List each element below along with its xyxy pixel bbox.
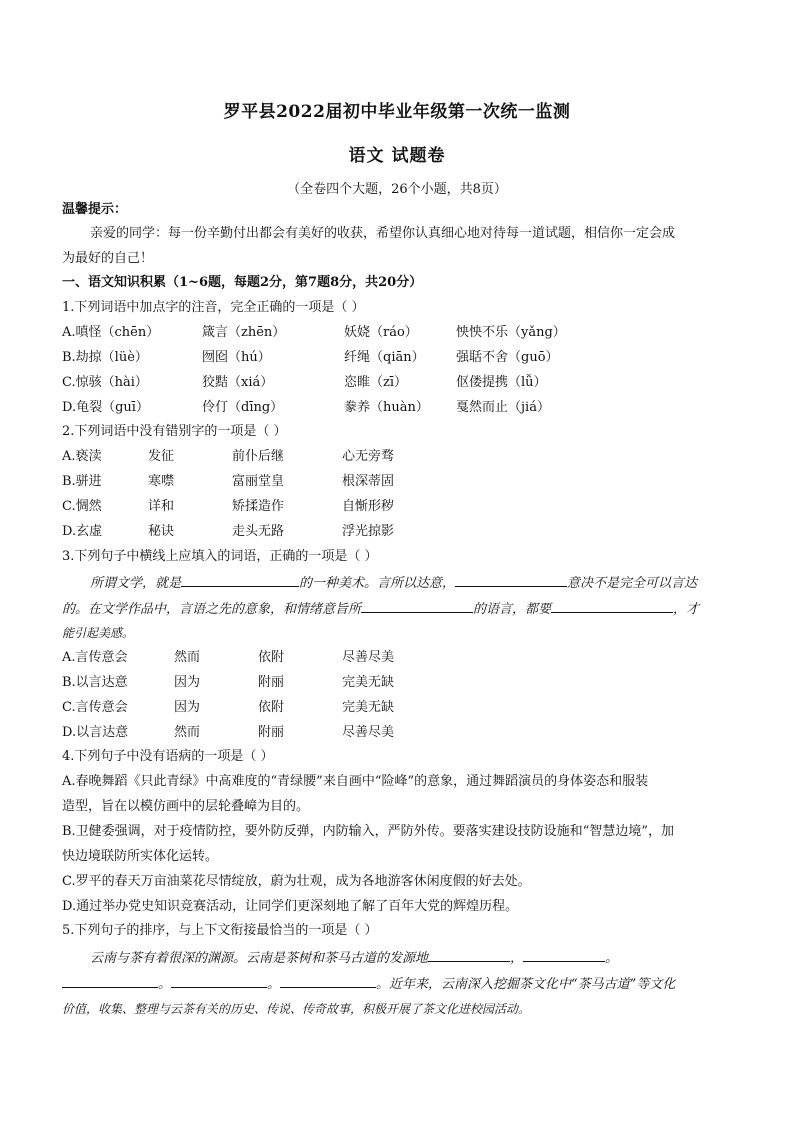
q3-passage-line-3: 能引起美感。 (62, 626, 135, 640)
q3-option-row (62, 674, 762, 692)
q1-option-cell: A.嗔怪（chēn） (62, 325, 160, 340)
q3-option-cell: C.言传意会 (62, 700, 128, 715)
q2-option-cell: 富丽堂皇 (232, 474, 285, 489)
q2-option-cell: 矫揉造作 (232, 499, 285, 514)
q3-stem: 3.下列句子中横线上应填入的词语，正确的一项是（ ） (62, 549, 378, 564)
section-1-heading: 一、语文知识积累（1~6题，每题2分，第7题8分，共20分） (62, 275, 423, 290)
q3-option-row (62, 699, 762, 717)
q5-stem: 5.下列句子的排序，与上下文衔接最恰当的一项是（ ） (62, 923, 378, 938)
q1-option-cell: 怏怏不乐（yǎng） (456, 325, 566, 340)
q3-option-cell: 依附 (258, 700, 285, 715)
q2-option-row (62, 473, 762, 491)
q2-option-cell: 走头无路 (232, 524, 285, 539)
q3-passage-line-1: 所谓文学，就是 的一种美术。言所以达意， 意决不是完全可以言达 (90, 573, 734, 593)
q2-option-cell: 前仆后继 (232, 449, 285, 464)
q3-option-cell: 尽善尽美 (342, 725, 395, 740)
q1-option-cell: 狡黠（xiá） (202, 375, 274, 390)
blank-5c[interactable] (62, 974, 158, 988)
q3-option-row (62, 724, 762, 742)
q1-option-cell: 强聒不舍（guō） (456, 350, 559, 365)
q4-option-d: D.通过举办党史知识竞赛活动，让同学们更深刻地了解了百年大党的辉煌历程。 (62, 899, 519, 914)
q2-option-cell: 发征 (148, 449, 175, 464)
q2-option-row (62, 523, 762, 541)
q4-option-c: C.罗平的春天万亩油菜花尽情绽放，蔚为壮观，成为各地游客休闲度假的好去处。 (62, 874, 531, 889)
q3-option-cell: B.以言达意 (62, 675, 128, 690)
q1-option-cell: 伶仃（dīng） (202, 400, 284, 415)
q1-option-cell: 豢养（huàn） (344, 400, 429, 415)
q4-option-a-line-1: A.春晚舞蹈《只此青绿》中高难度的“青绿腰”来自画中“险峰”的意象，通过舞蹈演员的身体姿态和服装 (62, 774, 649, 789)
q3-option-cell: 完美无缺 (342, 675, 395, 690)
q3-option-cell: 然而 (174, 725, 201, 740)
q2-option-cell: D.玄虚 (62, 524, 103, 539)
q2-option-cell: 详和 (148, 499, 175, 514)
q1-option-cell: 恣睢（zī） (344, 375, 408, 390)
q3-option-cell: 尽善尽美 (342, 650, 395, 665)
page-title: 罗平县2022届初中毕业年级第一次统一监测 (223, 102, 571, 122)
q4-option-b-line-1: B.卫健委强调，对于疫情防控，要外防反弹，内防输入，严防外传。要落实建设技防设施和“智慧边境”，加 (62, 824, 674, 839)
q2-option-cell: A.亵渎 (62, 449, 102, 464)
blank-4[interactable] (551, 599, 673, 613)
q1-option-cell: B.劫掠（lüè） (62, 350, 148, 365)
q1-option-cell: 箴言（zhēn） (202, 325, 286, 340)
q3-option-cell: 附丽 (258, 675, 285, 690)
q5-passage-line-1: 云南与茶有着很深的渊源。云南是茶树和茶马古道的发源地 ， 。 (90, 948, 734, 968)
blank-5b[interactable] (523, 948, 605, 962)
q1-option-row (62, 399, 762, 417)
q4-option-a-line-2: 造型，旨在以模仿画中的层轮叠嶂为目的。 (62, 799, 310, 814)
q2-option-cell: 寒噤 (148, 474, 175, 489)
blank-2[interactable] (455, 573, 567, 587)
q2-option-cell: B.骈进 (62, 474, 102, 489)
q2-option-cell: 浮光掠影 (342, 524, 395, 539)
blank-5e[interactable] (280, 974, 376, 988)
q4-option-b-line-2: 快边境联防所实体化运转。 (62, 849, 219, 864)
q3-option-cell: 因为 (174, 675, 201, 690)
exam-note: （全卷四个大题，26个小题，共8页） (287, 182, 507, 197)
q1-option-cell: D.龟裂（guī） (62, 400, 149, 415)
tips-line-2: 为最好的自己！ (62, 251, 154, 266)
q2-option-cell: C.惆然 (62, 499, 102, 514)
q1-option-cell: 戛然而止（jiá） (456, 400, 550, 415)
q5-passage-line-3: 价值，收集、整理与云茶有关的历史、传说、传奇故事，积极开展了茶文化进校园活动。 (62, 1002, 531, 1016)
q3-option-cell: 附丽 (258, 725, 285, 740)
blank-5d[interactable] (171, 974, 267, 988)
q1-option-cell: 囫囵（hú） (202, 350, 271, 365)
q3-option-cell: 然而 (174, 650, 201, 665)
q1-option-row (62, 374, 762, 392)
q3-option-cell: A.言传意会 (62, 650, 128, 665)
q2-option-row (62, 448, 762, 466)
q1-option-row (62, 324, 762, 342)
tips-line-1: 亲爱的同学：每一份辛勤付出都会有美好的收获，希望你认真细心地对待每一道试题，相信你一定会成 (90, 226, 676, 241)
q2-option-row (62, 498, 762, 516)
q1-option-cell: 纤绳（qiān） (344, 350, 425, 365)
page-subtitle: 语文 试题卷 (348, 146, 446, 166)
q3-option-cell: D.以言达意 (62, 725, 129, 740)
q5-passage-line-2: 。 。 。近年来，云南深入挖掘茶文化中“茶马古道”等文化 (62, 974, 734, 994)
q2-option-cell: 根深蒂固 (342, 474, 395, 489)
q2-stem: 2.下列词语中没有错别字的一项是（ ） (62, 424, 287, 439)
blank-1[interactable] (181, 573, 299, 587)
q4-stem: 4.下列句子中没有语病的一项是（ ） (62, 749, 274, 764)
q2-option-cell: 秘诀 (148, 524, 175, 539)
q1-option-row (62, 349, 762, 367)
q1-option-cell: 妖娆（ráo） (344, 325, 418, 340)
tips-label: 温馨提示： (62, 202, 128, 217)
q3-passage-line-2: 的。在文学作品中，言语之先的意象，和情绪意旨所 的语言，都要 ，才 (62, 599, 734, 619)
blank-5a[interactable] (428, 948, 510, 962)
q3-option-cell: 完美无缺 (342, 700, 395, 715)
q1-option-cell: 伛偻提携（lǚ） (456, 375, 547, 390)
q2-option-cell: 自惭形秽 (342, 499, 395, 514)
q3-option-cell: 依附 (258, 650, 285, 665)
q3-option-cell: 因为 (174, 700, 201, 715)
q2-option-cell: 心无旁骛 (342, 449, 395, 464)
q1-option-cell: C.惊骇（hài） (62, 375, 148, 390)
blank-3[interactable] (361, 599, 473, 613)
q1-stem: 1.下列词语中加点字的注音，完全正确的一项是（ ） (62, 300, 365, 315)
q3-option-row (62, 649, 762, 667)
